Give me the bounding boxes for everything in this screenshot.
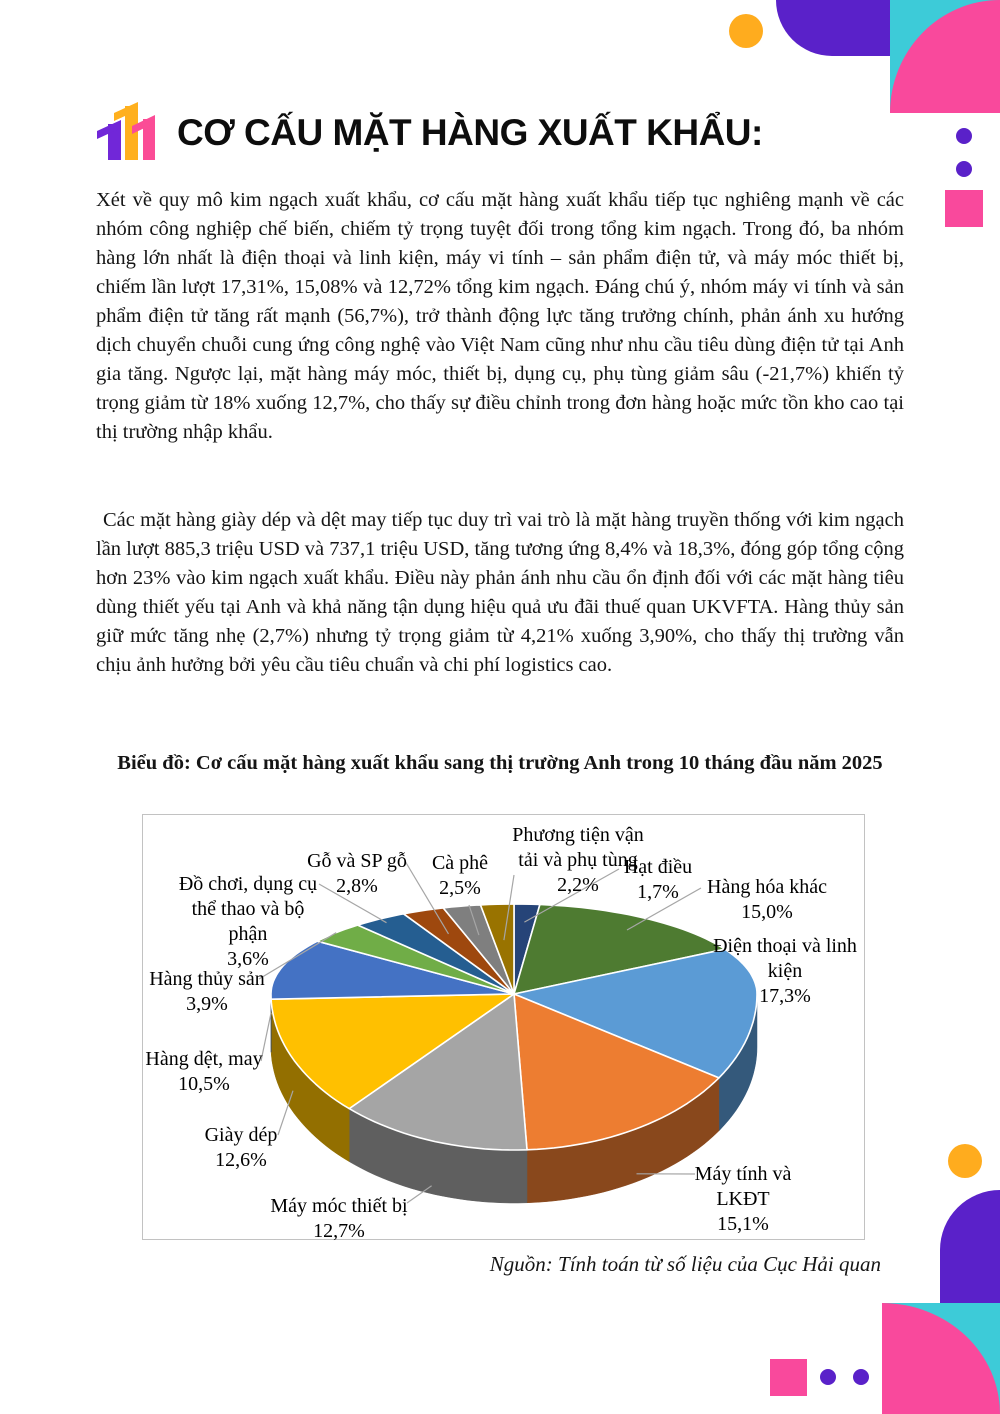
chart-source: Nguồn: Tính toán từ số liệu của Cục Hải quan: [489, 1252, 881, 1276]
deco-pink-square-bottom: [770, 1359, 807, 1396]
pie-chart-figure: [142, 814, 865, 1240]
paragraph-traditional-goods: Các mặt hàng giày dép và dệt may tiếp tục duy trì vai trò là mặt hàng truyền thống với kim ngạch lần lượt 885,3 triệu USD và 737,1 triệu USD, tăng tương ứng 8,4% và 18,3%, đóng góp tổng cộng hơn 23% vào kim ngạch xuất khẩu. Điều này phản ánh nhu cầu ổn định đối với các mặt hàng tiêu dùng thiết yếu tại Anh và khả năng tận dụng hiệu quả ưu đãi thuế quan UKVFTA. Hàng thủy sản giữ mức tăng nhẹ (2,7%) nhưng tỷ trọng giảm từ 4,21% xuống 3,90%, cho thấy thị trường vẫn chịu ảnh hưởng bởi yêu cầu tiêu chuẩn và chi phí logistics cao.: [96, 509, 904, 676]
pie-label-11: Cà phê 2,5%: [431, 852, 489, 899]
pie-label-3: Điện thoại và linh kiện 17,3%: [713, 935, 857, 1007]
chart-caption: Biểu đồ: Cơ cấu mặt hàng xuất khẩu sang thị trường Anh trong 10 tháng đầu năm 2025: [117, 752, 883, 774]
pie-label-9: Đồ chơi, dụng cụ thể thao và bộ phận 3,6%: [178, 873, 318, 970]
deco-purple-dot: [853, 1369, 869, 1385]
pie-label-7: Hàng dệt, may 10,5%: [145, 1048, 263, 1095]
pie-label-6: Giày dép 12,6%: [204, 1124, 278, 1171]
deco-purple-dot: [956, 128, 972, 144]
paragraph-export-structure: Xét về quy mô kim ngạch xuất khẩu, cơ cấu mặt hàng xuất khẩu tiếp tục nghiêng mạnh về các nhóm công nghiệp chế biến, chiếm tỷ trọng tuyệt đối trong tổng kim ngạch. Trong đó, ba nhóm hàng lớn nhất là điện thoại và linh kiện, máy vi tính – sản phẩm điện tử, và máy móc thiết bị, chiếm lần lượt 17,31%, 15,08% và 12,72% tổng kim ngạch. Đáng chú ý, nhóm máy vi tính và sản phẩm điện tử tăng rất mạnh (56,7%), trở thành động lực tăng trưởng chính, phản ánh xu hướng dịch chuyển chuỗi cung ứng công nghệ vào Việt Nam cũng như nhu cầu tiêu dùng điện tử tại Anh gia tăng. Ngược lại, mặt hàng máy móc, thiết bị, dụng cụ, phụ tùng giảm sâu (-21,7%) khiến tỷ trọng giảm từ 18% xuống 12,7%, cho thấy sự điều chỉnh trong đơn hàng hoặc mức tồn kho cao tại thị trường nhập khẩu.: [96, 189, 904, 443]
deco-purple-rounded-rect-top: [776, 0, 890, 56]
pie-label-12: Phương tiện vận tải và phụ tùng 2,2%: [512, 824, 644, 896]
deco-yellow-circle-bottom: [948, 1144, 982, 1178]
pie-label-1: Hạt điều 1,7%: [623, 856, 693, 903]
pie-label-4: Máy tính và LKĐT 15,1%: [694, 1163, 792, 1235]
pie-label-2: Hàng hóa khác 15,0%: [707, 876, 827, 923]
deco-purple-dot: [820, 1369, 836, 1385]
deco-yellow-circle-top: [729, 14, 763, 48]
purple-arrow-bar: [97, 120, 121, 160]
deco-pink-square-top: [945, 190, 983, 227]
deco-purple-dot: [956, 161, 972, 177]
deco-purple-rounded-rect-bottom: [940, 1190, 1000, 1303]
pie-label-5: Máy móc thiết bị 12,7%: [270, 1195, 408, 1242]
pie-label-8: Hàng thủy sản 3,9%: [149, 968, 265, 1015]
pie-label-10: Gỗ và SP gỗ 2,8%: [307, 850, 407, 897]
bar-chart-arrows-icon: [96, 98, 160, 162]
page-title: CƠ CẤU MẶT HÀNG XUẤT KHẨU:: [177, 112, 763, 153]
